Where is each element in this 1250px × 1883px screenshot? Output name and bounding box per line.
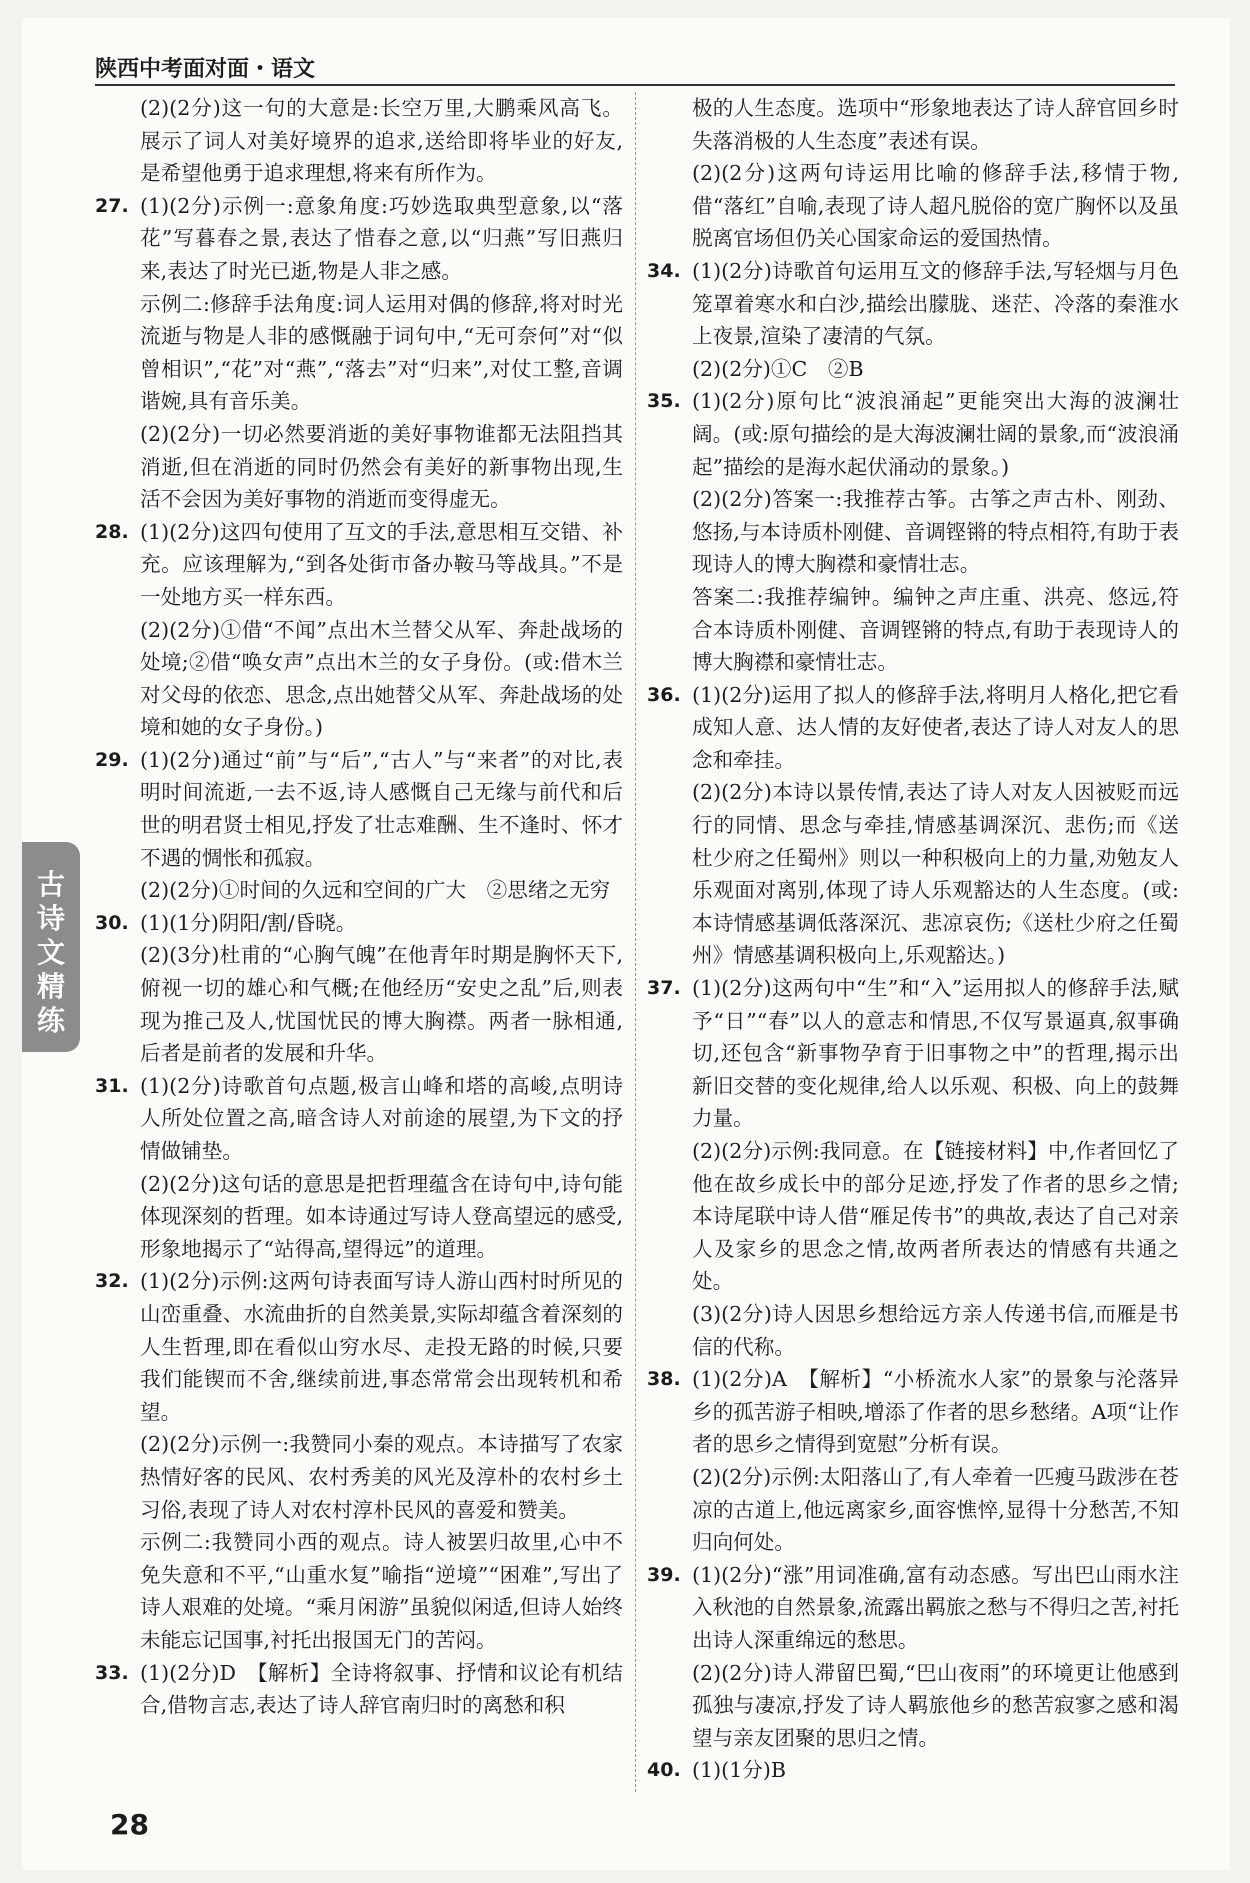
answer-paragraph: (2)(2分)诗人滞留巴蜀,“巴山夜雨”的环境更让他感到孤独与凄凉,抒发了诗人羁旅他乡的愁苦寂寥之感和渴望与亲友团聚的思归之情。 [692, 1660, 1179, 1750]
question-number: 40. [647, 1759, 681, 1782]
answer-paragraph: (2)(2分)①时间的久远和空间的广大 ②思绪之无穷 [140, 878, 611, 903]
answer-paragraph: (2)(2分)一切必然要消逝的美好事物谁都无法阻挡其消逝,但在消逝的同时仍然会有美好的新事物出现,生活不会因为美好事物的消逝而变得虚无。 [140, 421, 623, 512]
answer-paragraph: (1)(2分)这两句中“生”和“入”运用拟人的修辞手法,赋予“日”“春”以人的意志和情思,不仅写景逼真,叙事确切,还包含“新事物孕育于旧事物之中”的哲理,揭示出新旧交替的变化规律,给人以乐观、积极、向上的鼓舞力量。 [692, 976, 1179, 1131]
answer-item [647, 92, 1179, 255]
answer-paragraph: (1)(2分)这四句使用了互文的手法,意思相互交错、补充。应该理解为,“到各处街市备办鞍马等战具。”不是一处地方买一样东西。 [140, 519, 623, 609]
answer-paragraph: (1)(1分)B [692, 1758, 787, 1783]
question-number: 34. [647, 259, 681, 282]
answer-paragraph: (1)(2分)D 【解析】全诗将叙事、抒情和议论有机结合,借物言志,表达了诗人辞官南归时的离愁和积 [140, 1660, 623, 1718]
answer-paragraph: (1)(2分)“涨”用词准确,富有动态感。写出巴山雨水注入秋池的自然景象,流露出羁旅之愁与不得归之苦,衬托出诗人深重绵远的愁思。 [692, 1562, 1179, 1652]
answer-paragraph: 示例二:修辞手法角度:词人运用对偶的修辞,将对时光流逝与物是人非的感慨融于词句中,“无可奈何”对“似曾相识”,“花”对“燕”,“落去”对“归来”,对仗工整,音调谐婉,具有音乐美。 [140, 291, 623, 414]
answer-paragraph: (2)(2分)这两句诗运用比喻的修辞手法,移情于物,借“落红”自喻,表现了诗人超凡脱俗的宽广胸怀以及虽脱离官场但仍关心国家命运的爱国热情。 [692, 161, 1179, 251]
side-tab-char: 精 [36, 970, 65, 1003]
answer-paragraph: (1)(2分)诗歌首句运用互文的修辞手法,写轻烟与月色笼罩着寒水和白沙,描绘出朦胧、迷茫、冷落的秦淮水上夜景,渲染了凄清的气氛。 [692, 258, 1179, 349]
question-number: 31. [95, 1074, 129, 1097]
answer-item [647, 385, 1179, 678]
answer-item [647, 972, 1179, 1363]
answer-paragraph: (1)(2分)运用了拟人的修辞手法,将明月人格化,把它看成知人意、达人情的友好使者,表达了诗人对友人的思念和牵挂。 [692, 682, 1179, 772]
header-rule [95, 84, 1175, 86]
answer-paragraph: (1)(2分)示例一:意象角度:巧妙选取典型意象,以“落花”写暮春之景,表达了惜春之意,以“归燕”写旧燕归来,表达了时光已逝,物是人非之感。 [140, 193, 623, 283]
answer-item [647, 1559, 1179, 1755]
answer-item [95, 92, 623, 190]
left-column [95, 92, 623, 1722]
side-tab-char: 练 [36, 1004, 65, 1037]
answer-paragraph: (1)(2分)诗歌首句点题,极言山峰和塔的高峻,点明诗人所处位置之高,暗含诗人对前途的展望,为下文的抒情做铺垫。 [140, 1073, 623, 1163]
answer-paragraph: (2)(2分)①借“不闻”点出木兰替父从军、奔赴战场的处境;②借“唤女声”点出木兰的女子身份。(或:借木兰对父母的依恋、思念,点出她替父从军、奔赴战场的处境和她的女子身份。) [140, 617, 623, 740]
page-number: 28 [110, 1808, 149, 1841]
side-tab-char: 古 [36, 868, 65, 901]
answer-item [647, 1754, 1179, 1787]
answer-paragraph: (1)(2分)A 【解析】“小桥流水人家”的景象与沦落异乡的孤苦游子相映,增添了作者的思乡愁绪。A项“让作者的思乡之情得到宽慰”分析有误。 [692, 1367, 1179, 1457]
question-number: 35. [647, 390, 681, 413]
page-header-title: 陕西中考面对面・语文 [95, 57, 316, 82]
question-number: 32. [95, 1270, 129, 1293]
answer-paragraph: (2)(2分)本诗以景传情,表达了诗人对友人因被贬而远行的同情、思念与牵挂,情感基调深沉、悲伤;而《送杜少府之任蜀州》则以一种积极向上的力量,劝勉友人乐观面对离别,体现了诗人乐观豁达的人生态度。(或:本诗情感基调低落深沉、悲凉哀伤;《送杜少府之任蜀州》情感基调积极向上,乐观豁达。) [692, 780, 1179, 968]
question-number: 33. [95, 1661, 129, 1684]
answer-paragraph: (2)(2分)①C ②B [692, 356, 864, 381]
question-number: 39. [647, 1563, 681, 1586]
answer-item [647, 1363, 1179, 1559]
answer-paragraph: (2)(2分)这一句的大意是:长空万里,大鹏乘风高飞。展示了词人对美好境界的追求,送给即将毕业的好友,是希望他勇于追求理想,将来有所作为。 [140, 96, 623, 186]
answer-item [95, 190, 623, 516]
answer-paragraph: (1)(1分)阴阳/割/昏晓。 [140, 910, 357, 935]
answer-paragraph: 答案二:我推荐编钟。编钟之声庄重、洪亮、悠远,符合本诗质朴刚健、音调铿锵的特点,有助于表现诗人的博大胸襟和豪情壮志。 [692, 584, 1179, 675]
answer-item [95, 1070, 623, 1266]
answer-paragraph: 极的人生态度。选项中“形象地表达了诗人辞官回乡时失落消极的人生态度”表述有误。 [692, 96, 1179, 153]
question-number: 30. [95, 911, 129, 934]
question-number: 37. [647, 977, 681, 1000]
answer-paragraph: (1)(2分)示例:这两句诗表面写诗人游山西村时所见的山峦重叠、水流曲折的自然美景,实际却蕴含着深刻的人生哲理,即在看似山穷水尽、走投无路的时候,只要我们能锲而不舍,继续前进,事态常常会出现转机和希望。 [140, 1269, 623, 1424]
answer-paragraph: (2)(2分)示例:我同意。在【链接材料】中,作者回忆了他在故乡成长中的部分足迹,抒发了作者的思乡之情;本诗尾联中诗人借“雁足传书”的典故,表达了自己对亲人及家乡的思念之情,故两者所表达的情感有共通之处。 [692, 1139, 1179, 1294]
question-number: 28. [95, 520, 129, 543]
side-tab [22, 842, 80, 1052]
answer-paragraph: (2)(3分)杜甫的“心胸气魄”在他青年时期是胸怀天下,俯视一切的雄心和气概;在他经历“安史之乱”后,则表现为推己及人,忧国忧民的博大胸襟。两者一脉相通,后者是前者的发展和升华。 [140, 943, 623, 1066]
answer-paragraph: (2)(2分)答案一:我推荐古筝。古筝之声古朴、刚劲、悠扬,与本诗质朴刚健、音调铿锵的特点相符,有助于表现诗人的博大胸襟和豪情壮志。 [692, 487, 1179, 577]
question-number: 27. [95, 194, 129, 217]
side-tab-char: 诗 [36, 902, 65, 935]
answer-item [95, 516, 623, 744]
answer-item [647, 679, 1179, 972]
right-column [647, 92, 1179, 1787]
answer-paragraph: (3)(2分)诗人因思乡想给远方亲人传递书信,而雁是书信的代称。 [692, 1301, 1179, 1359]
answer-item [95, 744, 623, 907]
answer-item [95, 1265, 623, 1656]
side-tab-char: 文 [36, 936, 65, 969]
answer-paragraph: 示例二:我赞同小西的观点。诗人被罢归故里,心中不免失意和不平,“山重水复”喻指“逆境”“困难”,写出了诗人艰难的处境。“乘月闲游”虽貌似闲适,但诗人始终未能忘记国事,衬托出报国无门的苦闷。 [140, 1530, 623, 1652]
answer-paragraph: (1)(2分)通过“前”与“后”,“古人”与“来者”的对比,表明时间流逝,一去不返,诗人感慨自己无缘与前代和后世的明君贤士相见,抒发了壮志难酬、生不逢时、怀才不遇的惆怅和孤寂。 [140, 747, 623, 870]
column-divider [635, 92, 636, 1792]
answer-paragraph: (2)(2分)示例一:我赞同小秦的观点。本诗描写了农家热情好客的民风、农村秀美的风光及淳朴的农村乡土习俗,表现了诗人对农村淳朴民风的喜爱和赞美。 [140, 1432, 623, 1522]
answer-paragraph: (1)(2分)原句比“波浪涌起”更能突出大海的波澜壮阔。(或:原句描绘的是大海波澜壮阔的景象,而“波浪涌起”描绘的是海水起伏涌动的景象。) [692, 389, 1179, 479]
answer-item [95, 907, 623, 1070]
answer-paragraph: (2)(2分)示例:太阳落山了,有人牵着一匹瘦马跋涉在苍凉的古道上,他远离家乡,面容憔悴,显得十分愁苦,不知归向何处。 [692, 1464, 1179, 1555]
question-number: 38. [647, 1368, 681, 1391]
question-number: 29. [95, 748, 129, 771]
answer-item [95, 1657, 623, 1722]
question-number: 36. [647, 683, 681, 706]
answer-item [647, 255, 1179, 385]
answer-paragraph: (2)(2分)这句话的意思是把哲理蕴含在诗句中,诗句能体现深刻的哲理。如本诗通过写诗人登高望远的感受,形象地揭示了“站得高,望得远”的道理。 [140, 1171, 623, 1261]
